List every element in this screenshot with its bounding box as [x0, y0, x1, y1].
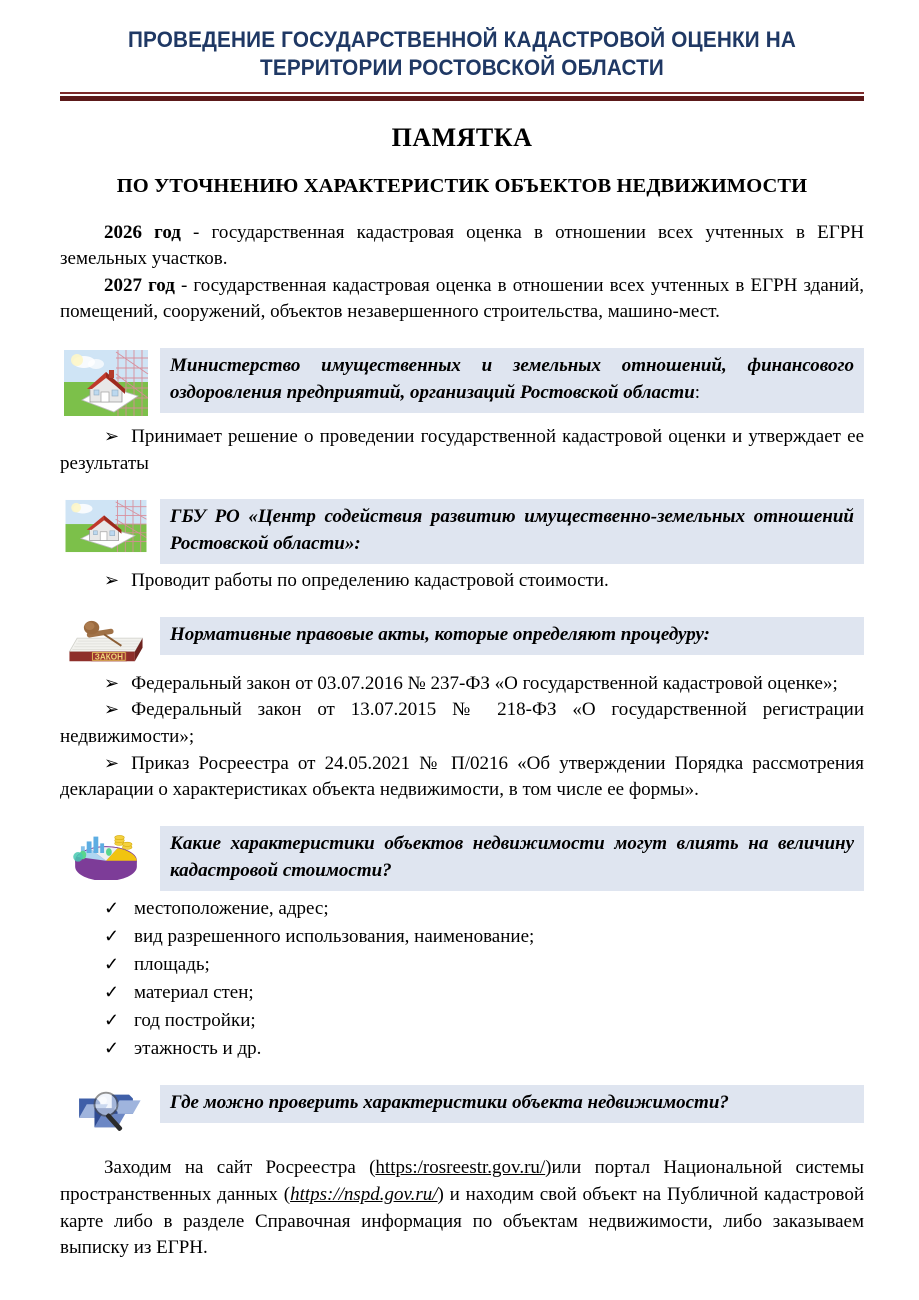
check-icon: ✓ — [104, 897, 120, 918]
list-item-label: этажность и др. — [134, 1038, 262, 1060]
intro-2027-text: - государственная кадастровая оценка в отношении всех учтенных в ЕГРН зданий, помещений, сооружений, объектов незавершенного строительства, машино-мест. — [60, 274, 865, 323]
year-2027-label: 2027 год — [104, 274, 175, 296]
callout-where-heading: Где можно проверить характеристики объекта недвижимости? — [160, 1085, 864, 1123]
svg-text:ЗАКОН: ЗАКОН — [94, 652, 123, 662]
characteristics-list — [60, 895, 864, 1064]
check-icon: ✓ — [104, 953, 120, 974]
normative-act-item — [60, 671, 864, 698]
list-item — [104, 951, 864, 979]
final-paragraph — [60, 1155, 864, 1261]
header-title-line-1: ПРОВЕДЕНИЕ ГОСУДАРСТВЕННОЙ КАДАСТРОВОЙ ОЦЕНКИ НА — [127, 27, 797, 52]
gbu-bullet-item — [60, 568, 864, 595]
gbu-bullet-list — [60, 568, 864, 595]
folders-magnifier-icon — [60, 1085, 152, 1135]
final-text-part-1: Заходим на сайт Росреестра ( — [104, 1157, 376, 1179]
document-header — [60, 0, 864, 101]
check-icon: ✓ — [104, 1038, 120, 1059]
list-item — [104, 1007, 864, 1035]
list-item-label: площадь; — [134, 953, 210, 975]
arrow-bullet-icon: ➢ — [104, 672, 120, 693]
normative-act-item — [60, 697, 864, 750]
callout-gbu — [60, 499, 864, 564]
list-item-label: год постройки; — [134, 1010, 256, 1032]
normative-act-text: Федеральный закон от 03.07.2016 № 237-ФЗ «О государственной кадастровой оценке»; — [131, 672, 838, 694]
law-book-gavel-icon — [60, 617, 152, 667]
house-on-cadastral-plan-icon — [60, 348, 152, 420]
callout-characteristics-heading: Какие характеристики объектов недвижимости могут влиять на величину кадастровой стоимости? — [160, 826, 864, 891]
intro-paragraph-2026 — [60, 220, 864, 273]
intro-2026-text: - государственная кадастровая оценка в отношении всех учтенных в ЕГРН земельных участков. — [60, 221, 865, 270]
ministry-bullet-text: Принимает решение о проведении государственной кадастровой оценки и утверждает ее результаты — [60, 426, 864, 474]
callout-ministry-heading-text: Министерство имущественных и земельных отношений, финансового оздоровления предприятий, организаций Ростовской области — [170, 355, 854, 404]
arrow-bullet-icon: ➢ — [104, 699, 120, 720]
callout-characteristics — [60, 826, 864, 891]
ministry-bullet-item — [60, 424, 864, 477]
check-icon: ✓ — [104, 1010, 120, 1031]
list-item — [104, 923, 864, 951]
gbu-bullet-text: Проводит работы по определению кадастровой стоимости. — [131, 570, 609, 592]
list-item-label: местоположение, адрес; — [134, 897, 329, 919]
normative-act-item — [60, 751, 864, 804]
callout-normative-acts — [60, 617, 864, 667]
callout-ministry — [60, 348, 864, 420]
nspd-link[interactable]: https://nspd.gov.ru/ — [290, 1183, 438, 1205]
normative-act-text: Федеральный закон от 13.07.2015 № 218-ФЗ «О государственной регистрации недвижимости»; — [60, 699, 864, 747]
callout-where-to-check — [60, 1085, 864, 1135]
callout-ministry-heading — [160, 348, 864, 413]
page-title: ПАМЯТКА — [391, 122, 533, 152]
pie-city-coins-icon — [60, 826, 152, 880]
header-divider-rule — [60, 92, 864, 101]
arrow-bullet-icon: ➢ — [104, 752, 120, 773]
list-item — [104, 979, 864, 1007]
header-title-line-2: ТЕРРИТОРИИ РОСТОВСКОЙ ОБЛАСТИ — [260, 55, 664, 81]
page-subtitle: ПО УТОЧНЕНИЮ ХАРАКТЕРИСТИК ОБЪЕКТОВ НЕДВИЖИМОСТИ — [116, 174, 808, 197]
callout-gbu-heading: ГБУ РО «Центр содействия развитию имущественно-земельных отношений Ростовской области»: — [160, 499, 864, 564]
final-text-part-2: )или портал Национальной системы пространственных данных ( — [60, 1157, 865, 1205]
list-item-label: вид разрешенного использования, наименование; — [134, 925, 535, 947]
year-2026-label: 2026 год — [104, 221, 181, 243]
callout-acts-heading: Нормативные правовые акты, которые определяют процедуру: — [160, 617, 864, 655]
intro-paragraph-2027 — [60, 273, 864, 326]
check-icon: ✓ — [104, 982, 120, 1003]
list-item — [104, 895, 864, 923]
normative-act-text: Приказ Росреестра от 24.05.2021 № П/0216 «Об утверждении Порядка рассмотрения декларации о характеристиках объекта недвижимости, в том числе ее формы». — [60, 752, 864, 801]
final-text-part-3: ) и находим свой объект на Публичной кадастровой карте либо в разделе Справочная информация по объектам недвижимости, либо заказываем выписку из ЕГРН. — [60, 1183, 865, 1259]
normative-acts-list — [60, 671, 864, 804]
house-on-cadastral-plan-icon — [60, 499, 152, 553]
arrow-bullet-icon: ➢ — [104, 570, 120, 591]
rosreestr-link[interactable]: https:/rosreestr.gov.ru/ — [375, 1157, 546, 1179]
check-icon: ✓ — [104, 925, 120, 946]
list-item — [104, 1035, 864, 1063]
arrow-bullet-icon: ➢ — [104, 426, 120, 447]
list-item-label: материал стен; — [134, 982, 254, 1004]
callout-ministry-heading-colon: : — [694, 382, 701, 404]
ministry-bullet-list — [60, 424, 864, 477]
